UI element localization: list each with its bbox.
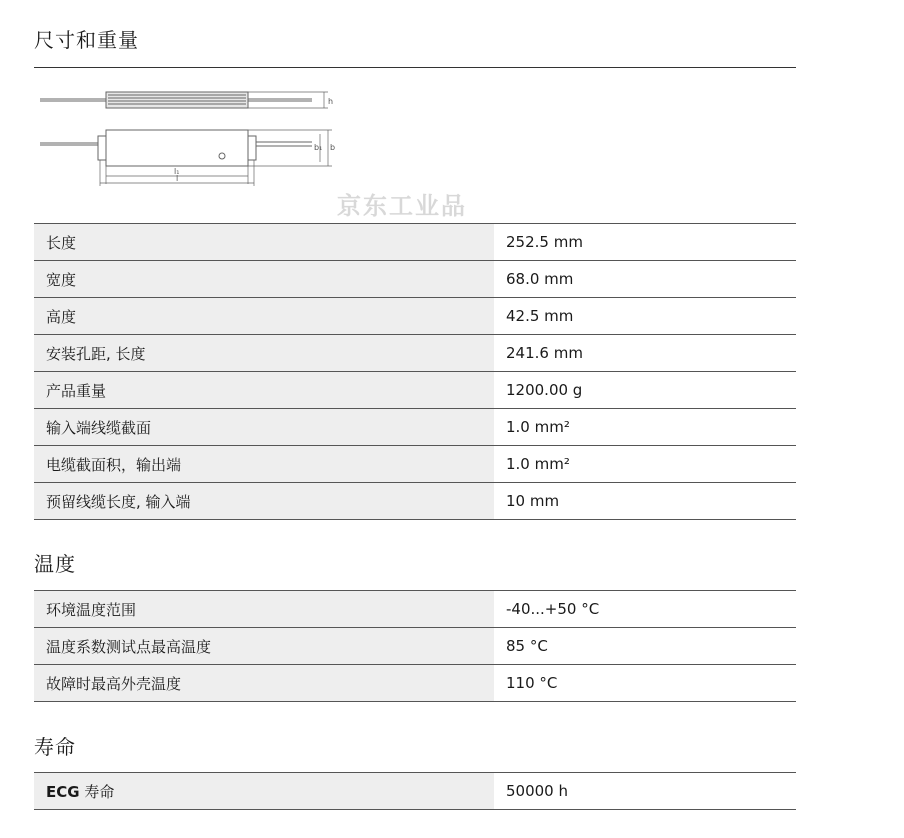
section-title-dimensions: 尺寸和重量 [34,28,139,52]
spec-label: 环境温度范围 [34,591,494,628]
spec-value: 68.0 mm [494,261,796,298]
spec-label [34,773,494,810]
spec-value: 10 mm [494,483,796,520]
temperature-table [34,590,796,702]
dim-label-l1: l₁ [174,167,180,176]
spec-value: 85 °C [494,628,796,665]
watermark-text: 京东工业品 [337,192,467,220]
spec-label: 故障时最高外壳温度 [34,665,494,702]
table-row [34,335,796,372]
table-row [34,483,796,520]
spec-label: 温度系数测试点最高温度 [34,628,494,665]
spec-label-text: 寿命 [84,782,115,801]
dim-label-b: b [330,143,336,152]
table-row [34,224,796,261]
dim-label-h: h [328,97,334,106]
table-row [34,591,796,628]
table-row [34,409,796,446]
spec-value: 1.0 mm² [494,409,796,446]
spec-value: 110 °C [494,665,796,702]
lifetime-table [34,772,796,810]
table-row [34,261,796,298]
dim-label-b1: b₁ [314,143,323,152]
spec-label: 预留线缆长度, 输入端 [34,483,494,520]
table-row [34,665,796,702]
spec-value: 1200.00 g [494,372,796,409]
spec-label: 产品重量 [34,372,494,409]
table-row [34,628,796,665]
section-title-lifetime: 寿命 [34,735,76,759]
spec-value: 241.6 mm [494,335,796,372]
dim-label-l: l [176,174,179,183]
spec-value: 42.5 mm [494,298,796,335]
spec-value: 252.5 mm [494,224,796,261]
spec-label: 电缆截面积，输出端 [34,446,494,483]
spec-value: -40...+50 °C [494,591,796,628]
spec-label: 宽度 [34,261,494,298]
table-row [34,372,796,409]
spec-label: 高度 [34,298,494,335]
spec-label: 输入端线缆截面 [34,409,494,446]
section-title-temperature: 温度 [34,552,76,576]
table-row [34,298,796,335]
dimensions-table [34,223,796,520]
spec-value: 1.0 mm² [494,446,796,483]
spec-label: 长度 [34,224,494,261]
table-row [34,773,796,810]
spec-value: 50000 h [494,773,796,810]
spec-label: 安装孔距, 长度 [34,335,494,372]
table-row [34,446,796,483]
spec-label-prefix: ECG [46,782,80,801]
